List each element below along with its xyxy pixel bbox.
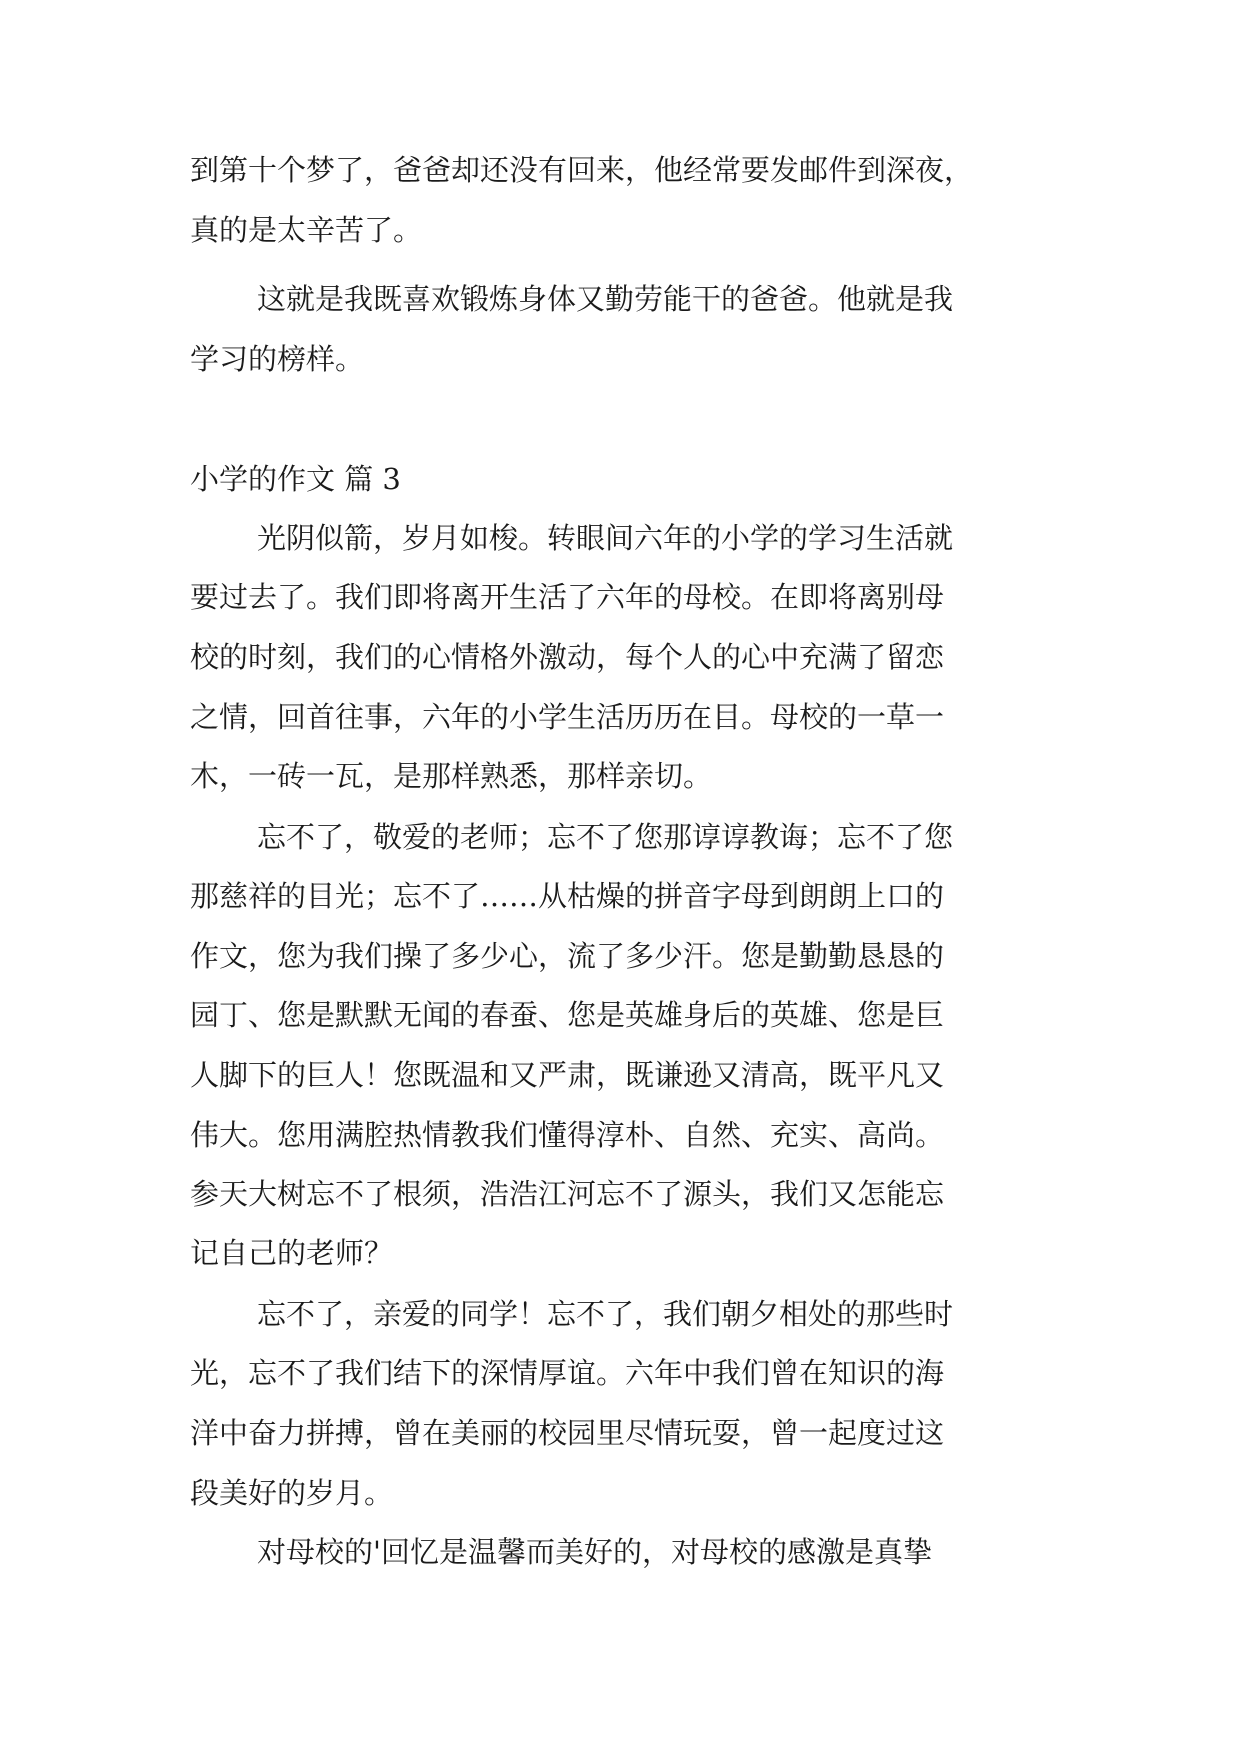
paragraph-line: 参天大树忘不了根须，浩浩江河忘不了源头，我们又怎能忘 [190,1177,945,1211]
paragraph-line: 忘不了，亲爱的同学！忘不了，我们朝夕相处的那些时 [257,1297,954,1331]
paragraph-line: 光阴似箭，岁月如梭。转眼间六年的小学的学习生活就 [257,521,954,555]
paragraph-line: 园丁、您是默默无闻的春蚕、您是英雄身后的英雄、您是巨 [190,998,945,1032]
paragraph-line: 段美好的岁月。 [190,1476,394,1510]
paragraph-line: 木，一砖一瓦，是那样熟悉，那样亲切。 [190,759,713,793]
paragraph-line: 伟大。您用满腔热情教我们懂得淳朴、自然、充实、高尚。 [190,1118,945,1152]
paragraph-line: 忘不了，敬爱的老师；忘不了您那谆谆教诲；忘不了您 [257,820,954,854]
paragraph-line: 校的时刻，我们的心情格外激动，每个人的心中充满了留恋 [190,640,945,674]
paragraph-line: 学习的榜样。 [190,342,365,376]
paragraph-line: 那慈祥的目光；忘不了……从枯燥的拼音字母到朗朗上口的 [190,879,945,913]
paragraph-line: 之情，回首往事，六年的小学生活历历在目。母校的一草一 [190,700,945,734]
paragraph-line: 人脚下的巨人！您既温和又严肃，既谦逊又清高，既平凡又 [190,1058,945,1092]
paragraph-line: 光，忘不了我们结下的深情厚谊。六年中我们曾在知识的海 [190,1356,945,1390]
paragraph-line: 这就是我既喜欢锻炼身体又勤劳能干的爸爸。他就是我 [257,282,954,316]
paragraph-line: 到第十个梦了，爸爸却还没有回来，他经常要发邮件到深夜， [190,153,974,187]
paragraph-line: 记自己的老师？ [190,1236,394,1270]
paragraph-line: 作文，您为我们操了多少心，流了多少汗。您是勤勤恳恳的 [190,939,945,973]
paragraph-line: 真的是太辛苦了。 [190,213,423,247]
section-heading: 小学的作文 篇 3 [190,462,401,496]
paragraph-line: 要过去了。我们即将离开生活了六年的母校。在即将离别母 [190,580,945,614]
paragraph-line: 洋中奋力拼搏，曾在美丽的校园里尽情玩耍，曾一起度过这 [190,1416,945,1450]
paragraph-line: 对母校的'回忆是温馨而美好的，对母校的感激是真挚 [257,1535,932,1569]
